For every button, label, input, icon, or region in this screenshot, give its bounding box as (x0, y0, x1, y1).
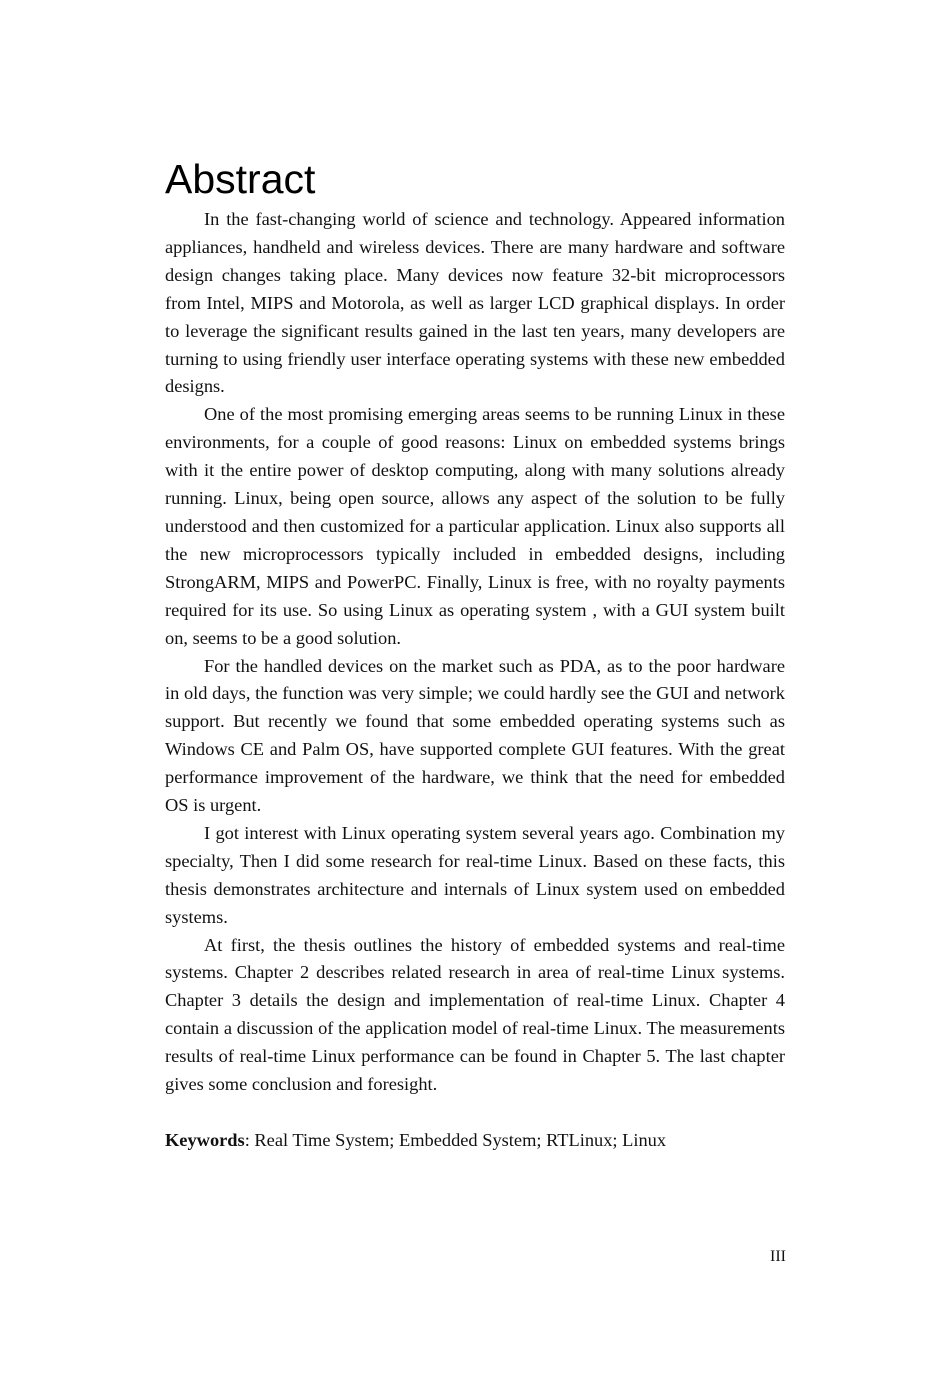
page-title: Abstract (165, 156, 316, 202)
abstract-paragraph-3: For the handled devices on the market such as PDA, as to the poor hardware in old days, the function was very simple; we could hardly see the GUI and network support. But recently we found that some embedded operating systems such as Windows CE and Palm OS, have supported complete GUI features. With the great performance improvement of the hardware, we think that the need for embedded OS is urgent. (165, 655, 785, 816)
keywords-line (165, 1126, 785, 1154)
abstract-paragraph-5: At first, the thesis outlines the history of embedded systems and real-time systems. Chapter 2 describes related research in area of real-time Linux systems. Chapter 3 details the design and implementation of real-time Linux. Chapter 4 contain a discussion of the application model of real-time Linux. The measurements results of real-time Linux performance can be found in Chapter 5. The last chapter gives some conclusion and foresight. (165, 934, 785, 1095)
abstract-paragraph-1: In the fast-changing world of science and technology. Appeared information appliances, handheld and wireless devices. There are many hardware and software design changes taking place. Many devices now feature 32-bit microprocessors from Intel, MIPS and Motorola, as well as larger LCD graphical displays. In order to leverage the significant results gained in the last ten years, many developers are turning to using friendly user interface operating systems with these new embedded designs. (165, 209, 785, 397)
abstract-body (165, 206, 785, 1099)
keywords-label: Keywords (165, 1130, 245, 1150)
abstract-paragraph-2: One of the most promising emerging areas seems to be running Linux in these environments, for a couple of good reasons: Linux on embedded systems brings with it the entire power of desktop computing, along with many solutions already running. Linux, being open source, allows any aspect of the solution to be fully understood and then customized for a particular application. Linux also supports all the new microprocessors typically included in embedded designs, including StrongARM, MIPS and PowerPC. Finally, Linux is free, with no royalty payments required for its use. So using Linux as operating system , with a GUI system built on, seems to be a good solution. (165, 404, 785, 648)
keywords-text: : Real Time System; Embedded System; RTLinux; Linux (244, 1130, 667, 1150)
abstract-paragraph-4: I got interest with Linux operating system several years ago. Combination my specialty, Then I did some research for real-time Linux. Based on these facts, this thesis demonstrates architecture and internals of Linux system used on embedded systems. (165, 822, 785, 927)
page-number: III (770, 1248, 786, 1265)
